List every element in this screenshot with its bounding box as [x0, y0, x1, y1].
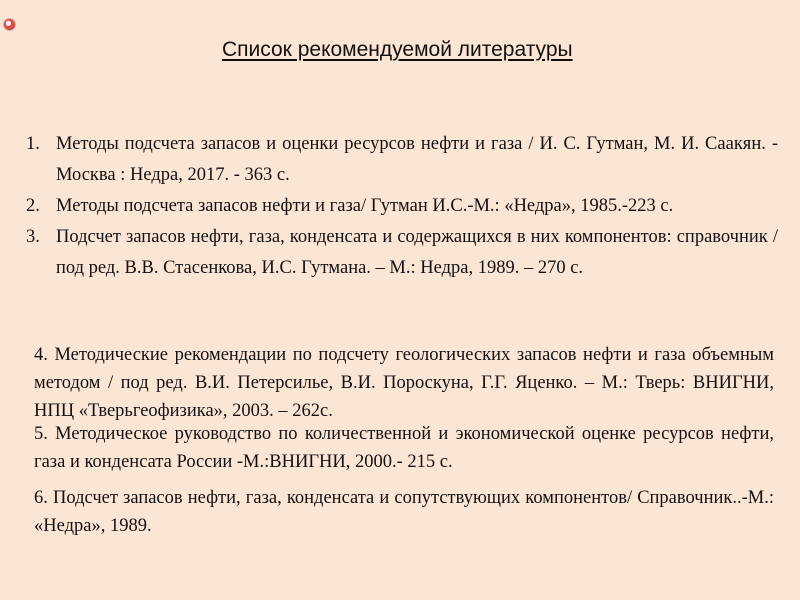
numbered-reference-list — [26, 129, 778, 284]
reference-paragraph-5 — [34, 420, 774, 476]
list-item-number: 2. — [26, 196, 40, 216]
list-item-number: 1. — [26, 134, 40, 154]
list-item — [26, 222, 778, 284]
list-item-number: 3. — [26, 227, 40, 247]
list-item — [26, 129, 778, 191]
reference-paragraph-6 — [34, 484, 774, 540]
page-title: Список рекомендуемой литературы — [222, 38, 573, 61]
reference-text: 4. Методические рекомендации по подсчету геологических запасов нефти и газа объемным методом / под ред. В.И. Петерсилье, В.И. Пороскуна, Г.Г. Яценко. – М.: Тверь: ВНИГНИ, НПЦ «Тверьгеофизика», 2003. – 262с. — [34, 345, 774, 421]
list-item-text: Методы подсчета запасов нефти и газа/ Гутман И.С.-М.: «Недра», 1985.-223 с. — [56, 196, 674, 216]
reference-text: 5. Методическое руководство по количественной и экономической оценке ресурсов нефти, газа и конденсата России -М.:ВНИГНИ, 2000.- 215 с. — [34, 424, 774, 472]
list-item-text: Подсчет запасов нефти, газа, конденсата и содержащихся в них компонентов: справочник / под ред. В.В. Стасенкова, И.С. Гутмана. – М.: Недра, 1989. – 270 с. — [56, 227, 778, 278]
list-item-text: Методы подсчета запасов и оценки ресурсов нефти и газа / И. С. Гутман, М. И. Саакян. - Москва : Недра, 2017. - 363 с. — [56, 134, 778, 185]
bullet-dot-icon — [4, 19, 15, 30]
reference-paragraph-4 — [34, 341, 774, 425]
list-item — [26, 191, 778, 222]
reference-text: 6. Подсчет запасов нефти, газа, конденсата и сопутствующих компонентов/ Справочник..-М.: «Недра», 1989. — [34, 488, 774, 536]
